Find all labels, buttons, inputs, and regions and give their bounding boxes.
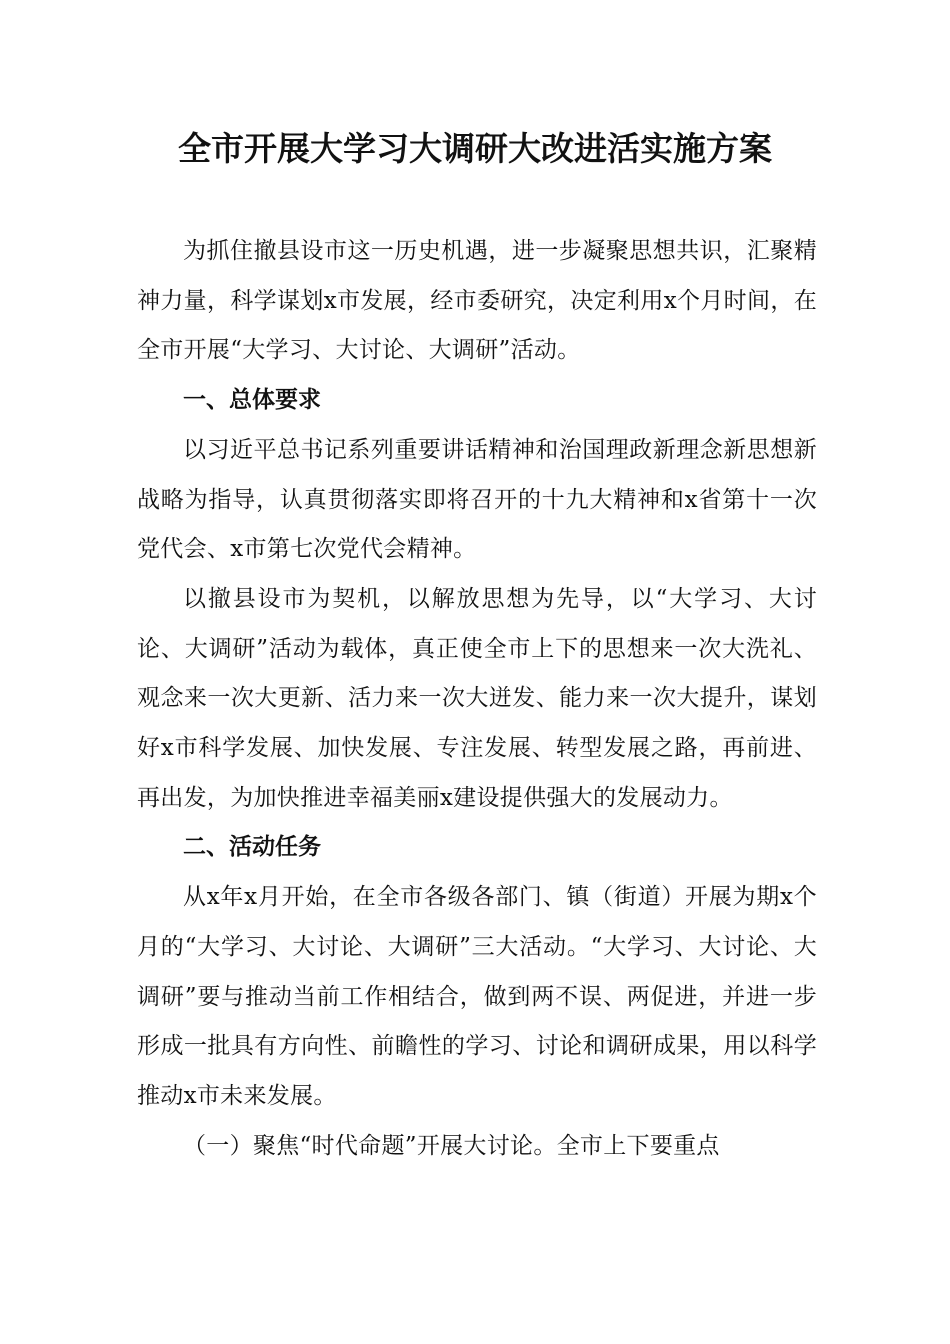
paragraph-activity-schedule: 从x年x月开始，在全市各级各部门、镇（街道）开展为期x个月的“大学习、大讨论、大调研”三大活动。“大学习、大讨论、大调研”要与推动当前工作相结合，做到两不误、两促进，并进一步形成一批具有方向性、前瞻性的学习、讨论和调研成果，用以科学推动x市未来发展。 bbox=[137, 884, 817, 1109]
section-heading-general-requirements: 一、总体要求 bbox=[183, 387, 321, 414]
paragraph-subtask-one: （一）聚焦“时代命题”开展大讨论。全市上下要重点 bbox=[183, 1132, 720, 1159]
document-body bbox=[137, 227, 817, 1171]
paragraph-guiding-thought: 以习近平总书记系列重要讲话精神和治国理政新理念新思想新战略为指导，认真贯彻落实即将召开的十九大精神和x省第十一次党代会、x市第七次党代会精神。 bbox=[137, 436, 817, 563]
document-title: 全市开展大学习大调研大改进活实施方案 bbox=[178, 129, 772, 168]
paragraph-objectives: 以撤县设市为契机，以解放思想为先导，以“大学习、大讨论、大调研”活动为载体，真正使全市上下的思想来一次大洗礼、观念来一次大更新、活力来一次大迸发、能力来一次大提升，谋划好x市科学发展、加快发展、专注发展、转型发展之路，再前进、再出发，为加快推进幸福美丽x建设提供强大的发展动力。 bbox=[137, 585, 817, 811]
section-heading-activity-tasks: 二、活动任务 bbox=[183, 834, 321, 861]
paragraph-intro: 为抓住撤县设市这一历史机遇，进一步凝聚思想共识，汇聚精神力量，科学谋划x市发展，经市委研究，决定利用x个月时间，在全市开展“大学习、大讨论、大调研”活动。 bbox=[137, 238, 817, 364]
